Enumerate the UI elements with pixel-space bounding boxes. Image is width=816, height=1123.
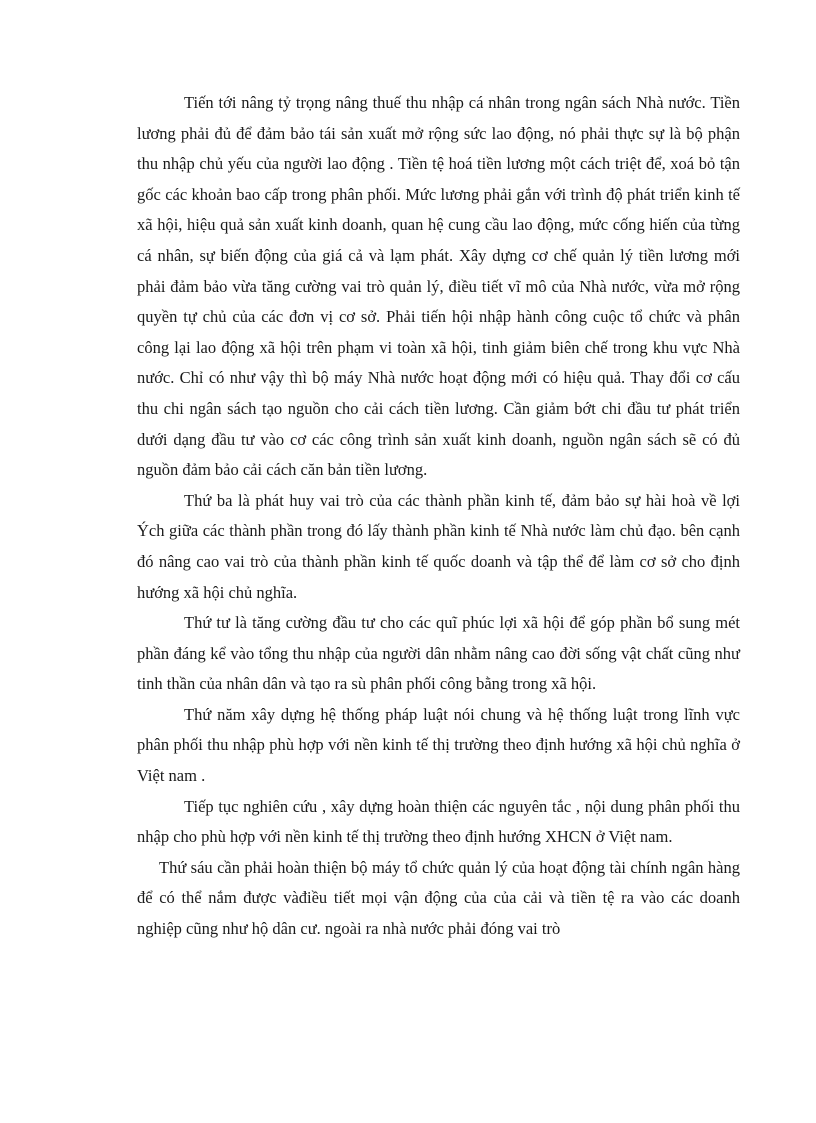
paragraph-continue-research: Tiếp tục nghiên cứu , xây dựng hoàn thiện các nguyên tắc , nội dung phân phối thu nhập cho phù hợp với nền kinh tế thị trường theo định hướng XHCN ở Việt nam. (137, 796, 740, 847)
paragraph-wage-reform: Tiến tới nâng tỷ trọng nâng thuế thu nhập cá nhân trong ngân sách Nhà nước. Tiền lương phải đủ để đảm bảo tái sản xuất mở rộng sức lao động, nó phải thực sự là bộ phận thu nhập chủ yếu của người lao động . Tiền tệ hoá tiền lương một cách triệt để, xoá bỏ tận gốc các khoản bao cấp trong phân phối. Mức lương phải gắn với trình độ phát triển kinh tế xã hội, hiệu quả sản xuất kinh doanh, quan hệ cung cầu lao động, mức cống hiến của từng cá nhân, sự biến động của giá cả và lạm phát. Xây dựng cơ chế quản lý tiền lương mới phải đảm bảo vừa tăng cường vai trò quản lý, điều tiết vĩ mô của Nhà nước, vừa mở rộng quyền tự chủ của các đơn vị cơ sở. Phải tiến hội nhập hành công cuộc tổ chức và phân công lại lao động xã hội trên phạm vi toàn xã hội, tinh giảm biên chế trong khu vực Nhà nước. Chỉ có như vậy thì bộ máy Nhà nước hoạt động mới có hiệu quả. Thay đổi cơ cấu thu chi ngân sách tạo nguồn cho cải cách tiền lương. Cần giảm bớt chi đầu tư phát triển dưới dạng đầu tư vào cơ các công trình sản xuất kinh doanh, nguồn ngân sách sẽ có đủ nguồn đảm bảo cải cách căn bản tiền lương. (137, 93, 740, 480)
paragraph-sixth-financial-apparatus: Thứ sáu cần phải hoàn thiện bộ máy tổ chức quản lý của hoạt động tài chính ngân hàng để có thể nắm được vàđiều tiết mọi vận động của của cải và tiền tệ ra vào các doanh nghiệp cũng như hộ dân cư. ngoài ra nhà nước phải đóng vai trò (137, 857, 740, 939)
paragraph-third-economic-sectors: Thứ ba là phát huy vai trò của các thành phần kinh tế, đảm bảo sự hài hoà về lợi Ých giữa các thành phần trong đó lấy thành phần kinh tế Nhà nước làm chủ đạo. bên cạnh đó nâng cao vai trò của thành phần kinh tế quốc doanh và tập thể để làm cơ sở cho định hướng xã hội chủ nghĩa. (137, 490, 740, 602)
document-page (137, 88, 740, 945)
paragraph-fourth-welfare-funds: Thứ tư là tăng cường đầu tư cho các quĩ phúc lợi xã hội để góp phần bổ sung mét phần đáng kể vào tổng thu nhập của người dân nhằm nâng cao đời sống vật chất cũng như tinh thần của nhân dân và tạo ra sù phân phối công bằng trong xã hội. (137, 613, 740, 694)
paragraph-fifth-legal-system: Thứ năm xây dựng hệ thống pháp luật nói chung và hệ thống luật trong lĩnh vực phân phối thu nhập phù hợp với nền kinh tế thị trường theo định hướng xã hội chủ nghĩa ở Việt nam . (137, 704, 740, 786)
